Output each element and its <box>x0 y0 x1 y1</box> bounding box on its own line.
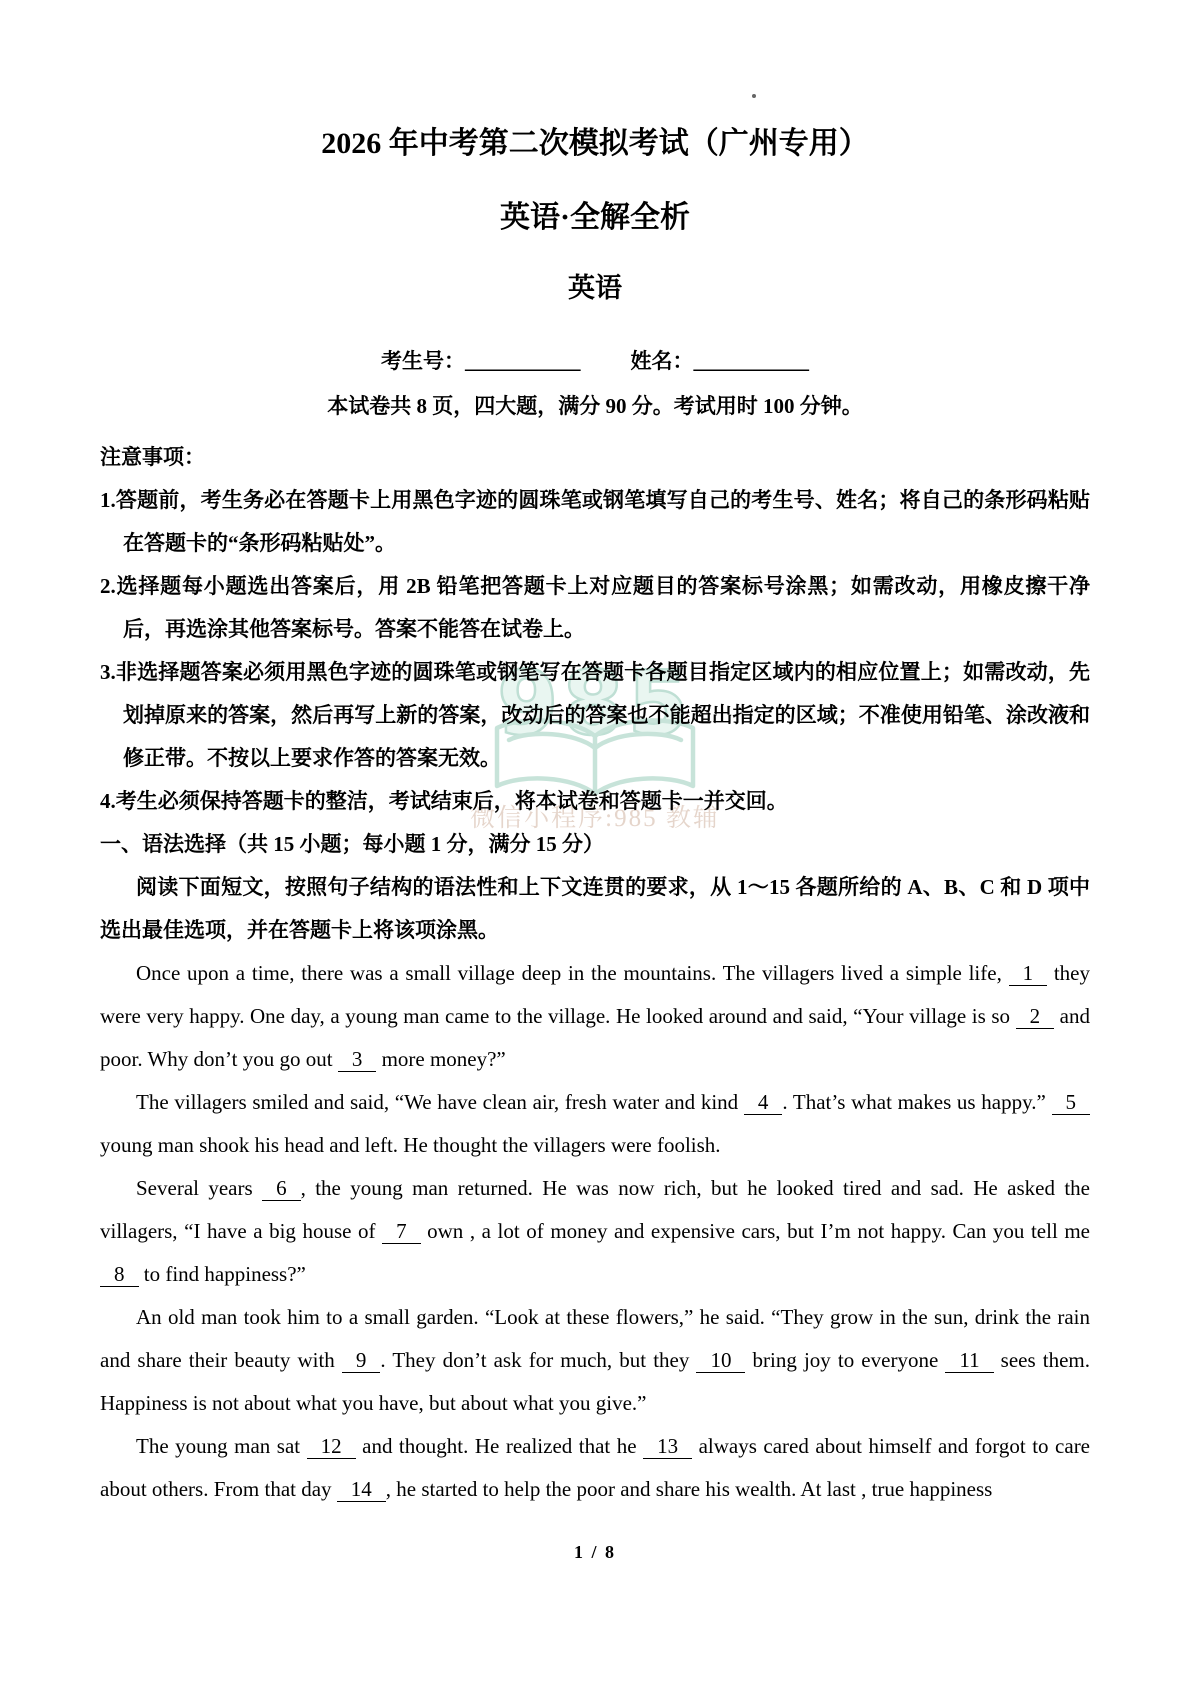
exam-title: 2026 年中考第二次模拟考试（广州专用） <box>321 127 869 160</box>
subject-title: 英语 <box>568 273 622 303</box>
cloze-blank-14: 14 <box>337 1477 386 1502</box>
cloze-blank-4: 4 <box>744 1090 783 1115</box>
cloze-blank-8: 8 <box>100 1262 139 1287</box>
notice-item-2: 2.选择题每小题选出答案后，用 2B 铅笔把答题卡上对应题目的答案标号涂黑；如需改动，用橡皮擦干净后，再选涂其他答案标号。答案不能答在试卷上。 <box>100 574 1090 641</box>
watermark-985-logo: 985 <box>497 652 693 755</box>
watermark-caption: 微信小程序:985 教辅 <box>470 805 720 832</box>
cloze-blank-3: 3 <box>338 1047 377 1072</box>
section-1-heading: 一、语法选择（共 15 小题；每小题 1 分，满分 15 分） <box>100 832 604 856</box>
notice-item-1: 1.答题前，考生务必在答题卡上用黑色字迹的圆珠笔或钢笔填写自己的考生号、姓名；将自己的条形码粘贴在答题卡的“条形码粘贴处”。 <box>100 488 1090 555</box>
notices-section <box>100 436 1090 823</box>
cloze-blank-6: 6 <box>262 1176 301 1201</box>
paper-info-line: 本试卷共 8 页，四大题，满分 90 分。考试用时 100 分钟。 <box>327 394 863 418</box>
notice-item-4: 4.考生必须保持答题卡的整洁，考试结束后，将本试卷和答题卡一并交回。 <box>100 789 788 813</box>
notices-heading: 注意事项： <box>100 445 205 469</box>
notice-item-3: 3.非选择题答案必须用黑色字迹的圆珠笔或钢笔写在答题卡各题目指定区域内的相应位置上；如需改动，先划掉原来的答案，然后再写上新的答案，改动后的答案也不能超出指定的区域；不准使用铅笔、涂改液和修正带。不按以上要求作答的答案无效。 <box>100 660 1090 770</box>
cloze-blank-13: 13 <box>643 1434 692 1459</box>
candidate-info-line <box>100 345 1090 375</box>
passage-paragraph-4: An old man took him to a small garden. “Look at these flowers,” he said. “They grow in the sun, drink the rain and share their beauty with 9 . They don’t ask for much, but they 10 bring joy to everyone 11 sees them. Happiness is not about what you have, but about what you give.” <box>100 1305 1091 1415</box>
page-number: 1 / 8 <box>573 1542 616 1562</box>
exam-subtitle: 英语·全解全析 <box>499 201 690 234</box>
paper-header <box>100 0 1090 420</box>
passage-paragraph-1: Once upon a time, there was a small village deep in the mountains. The villagers lived a simple life, 1 they were very happy. One day, a young man came to the village. He looked around and said, “Your village is so 2 and poor. Why don’t you go out 3 more money?” <box>100 961 1091 1071</box>
cloze-blank-11: 11 <box>945 1348 993 1373</box>
cloze-blank-9: 9 <box>342 1348 381 1373</box>
cloze-blank-5: 5 <box>1052 1090 1091 1115</box>
cloze-blank-12: 12 <box>307 1434 356 1459</box>
cloze-blank-2: 2 <box>1016 1004 1055 1029</box>
passage-paragraph-3: Several years 6 , the young man returned. He was now rich, but he looked tired and sad. He asked the villagers, “I have a big house of 7 own , a lot of money and expensive cars, but I’m not happy. Can you tell me 8 to find happiness?” <box>100 1176 1090 1286</box>
name-label: 姓名： <box>630 349 694 373</box>
exam-number-blank: ___________ <box>465 349 581 373</box>
passage-paragraph-2: The villagers smiled and said, “We have clean air, fresh water and kind 4 . That’s what makes us happy.” 5 young man shook his head and left. He thought the villagers were foolish. <box>100 1081 1090 1167</box>
name-blank: ___________ <box>693 349 809 373</box>
cloze-blank-10: 10 <box>696 1348 745 1373</box>
section-1-instructions: 阅读下面短文，按照句子结构的语法性和上下文连贯的要求，从 1～15 各题所给的 A、B、C 和 D 项中选出最佳选项，并在答题卡上将该项涂黑。 <box>100 875 1090 942</box>
passage-paragraph-5: The young man sat 12 and thought. He realized that he 13 always cared about himself and forgot to care about others. From that day 14 , he started to help the poor and share his wealth. At last , true happiness <box>100 1434 1091 1501</box>
exam-number-label: 考生号： <box>381 349 465 373</box>
cloze-blank-1: 1 <box>1009 961 1048 986</box>
cloze-blank-7: 7 <box>382 1219 421 1244</box>
